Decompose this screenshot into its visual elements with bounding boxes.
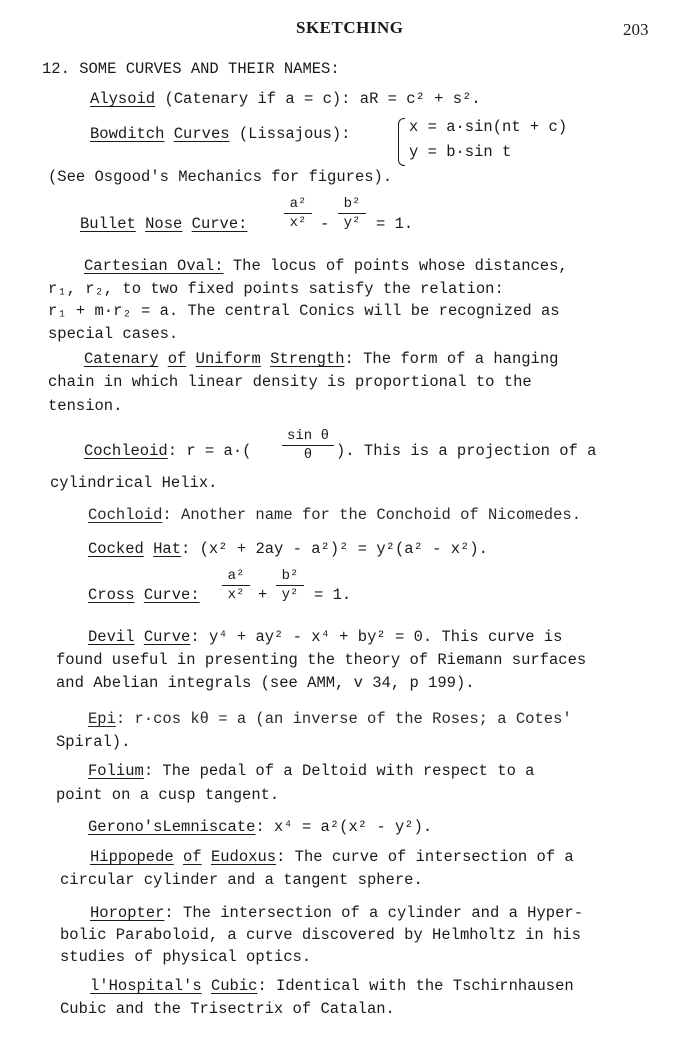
devil-line-3: and Abelian integrals (see AMM, v 34, p 199).: [56, 674, 475, 692]
bullet-fraction-2: [338, 196, 366, 231]
cochleoid-num: sin θ: [286, 428, 329, 444]
entry-cross-curve: [88, 586, 200, 604]
horopter-line-2: bolic Paraboloid, a curve discovered by Helmholtz in his: [60, 926, 581, 944]
devil-name-2: Curve: [143, 628, 191, 646]
hippopede-name-1: Hippopede: [90, 848, 174, 866]
bullet-fraction-1: [284, 196, 312, 231]
cartesian-line-2: r₁, r₂, to two fixed points satisfy the relation:: [48, 280, 504, 298]
fraction-bar: [222, 585, 250, 586]
gerono-name-1: Gerono's: [88, 818, 163, 836]
catenary-name-4: Strength: [270, 350, 345, 368]
bullet-name-1: Bullet: [80, 215, 136, 233]
cochleoid-lhs: : r = a·(: [167, 442, 252, 460]
bowditch-name-1: Bowditch: [90, 125, 165, 143]
bullet-minus: -: [320, 215, 330, 233]
cartesian-line-4: special cases.: [48, 325, 179, 343]
entry-gerono-lemniscate: [88, 818, 432, 836]
cochleoid-name: Cochleoid: [84, 442, 168, 460]
bowditch-note: (See Osgood's Mechanics for figures).: [48, 168, 393, 186]
fraction-bar: [284, 213, 312, 214]
bullet-rhs: = 1.: [376, 215, 414, 233]
fraction-bar: [276, 585, 304, 586]
cross-den-2: y²: [281, 587, 299, 603]
epi-line-1: : r·cos kθ = a (an inverse of the Roses; a Cotes': [115, 710, 572, 728]
hippopede-line-1: : The curve of intersection of a: [276, 848, 574, 866]
cross-curve-name-1: Cross: [88, 586, 135, 604]
cochloid-text: : Another name for the Conchoid of Nicomedes.: [162, 506, 581, 524]
section-title: 12. SOME CURVES AND THEIR NAMES:: [42, 60, 340, 78]
bullet-num-2: b²: [343, 196, 361, 212]
catenary-name-3: Uniform: [195, 350, 261, 368]
cartesian-name: Cartesian Oval:: [84, 257, 224, 275]
lhospital-name-2: Cubic: [210, 977, 258, 995]
horopter-line-1: : The intersection of a cylinder and a Hyper-: [164, 904, 583, 922]
entry-alysoid: [90, 90, 481, 108]
cochloid-name: Cochloid: [88, 506, 163, 524]
cross-num-2: b²: [281, 568, 299, 584]
cartesian-line-3: r₁ + m·r₂ = a. The central Conics will be recognized as: [48, 302, 560, 320]
bowditch-eq-y: y = b·sin t: [409, 143, 512, 161]
cochleoid-fraction: [282, 428, 334, 463]
fraction-bar: [338, 213, 366, 214]
alysoid-name: Alysoid: [90, 90, 156, 108]
entry-folium: [88, 762, 534, 780]
folium-line-1: : The pedal of a Deltoid with respect to a: [143, 762, 535, 780]
lhospital-name-1: l'Hospital's: [90, 977, 202, 995]
lhospital-line-2: Cubic and the Trisectrix of Catalan.: [60, 1000, 395, 1018]
entry-catenary-uniform-strength: [84, 350, 558, 368]
entry-cocked-hat: [88, 540, 488, 558]
lhospital-line-1: : Identical with the Tschirnhausen: [257, 977, 574, 995]
epi-line-2: Spiral).: [56, 733, 131, 751]
hippopede-name-2: of: [183, 848, 202, 866]
cross-fraction-2: [276, 568, 304, 603]
bowditch-name-2: Curves: [173, 125, 230, 143]
catenary-name-1: Catenary: [84, 350, 159, 368]
horopter-line-3: studies of physical optics.: [60, 948, 312, 966]
cocked-hat-name-2: Hat: [153, 540, 182, 558]
entry-cochloid: [88, 506, 581, 524]
bowditch-brace: [398, 118, 405, 166]
catenary-name-2: of: [167, 350, 187, 368]
fraction-bar: [282, 445, 334, 446]
cross-curve-name-2: Curve:: [143, 586, 200, 604]
gerono-text: : x⁴ = a²(x² - y²).: [255, 818, 433, 836]
devil-line-1: : y⁴ + ay² - x⁴ + by² = 0. This curve is: [190, 628, 563, 646]
bullet-den-2: y²: [343, 215, 361, 231]
alysoid-text: (Catenary if a = c): aR = c² + s².: [164, 90, 481, 108]
catenary-line-1: : The form of a hanging: [344, 350, 559, 368]
entry-cochleoid: [84, 442, 251, 460]
cross-num-1: a²: [227, 568, 245, 584]
cochleoid-rhs: ). This is a projection of a: [336, 442, 597, 460]
epi-name: Epi: [88, 710, 116, 728]
hippopede-name-3: Eudoxus: [210, 848, 277, 866]
bullet-num-1: a²: [289, 196, 307, 212]
entry-bowditch: [90, 125, 350, 143]
folium-name: Folium: [88, 762, 144, 780]
cocked-hat-name-1: Cocked: [88, 540, 144, 558]
cochleoid-den: θ: [303, 447, 313, 463]
cochleoid-line-2: cylindrical Helix.: [50, 474, 218, 492]
entry-cartesian-oval: [84, 257, 568, 275]
catenary-line-2: chain in which linear density is proportional to the: [48, 373, 532, 391]
bowditch-eq-x: x = a·sin(nt + c): [409, 118, 568, 136]
folium-line-2: point on a cusp tangent.: [56, 786, 280, 804]
entry-lhospital-cubic: [90, 977, 574, 995]
entry-epi: [88, 710, 572, 728]
cross-den-1: x²: [227, 587, 245, 603]
entry-devil-curve: [88, 628, 562, 646]
entry-hippopede: [90, 848, 574, 866]
cocked-hat-text: : (x² + 2ay - a²)² = y²(a² - x²).: [181, 540, 488, 558]
cross-rhs: = 1.: [314, 586, 352, 604]
running-title: SKETCHING: [296, 18, 404, 37]
cross-plus: +: [258, 586, 268, 604]
devil-line-2: found useful in presenting the theory of Riemann surfaces: [56, 651, 587, 669]
bullet-name-2: Nose: [145, 215, 183, 233]
horopter-name: Horopter: [90, 904, 165, 922]
page-number: 203: [623, 20, 649, 39]
bowditch-paren: (Lissajous):: [238, 125, 351, 143]
gerono-name-2: Lemniscate: [162, 818, 256, 836]
cartesian-line-1: The locus of points whose distances,: [232, 257, 568, 275]
hippopede-line-2: circular cylinder and a tangent sphere.: [60, 871, 423, 889]
cross-fraction-1: [222, 568, 250, 603]
entry-horopter: [90, 904, 583, 922]
bullet-name-3: Curve:: [191, 215, 248, 233]
entry-bullet-nose: [80, 215, 247, 233]
devil-name-1: Devil: [88, 628, 135, 646]
bullet-den-1: x²: [289, 215, 307, 231]
catenary-line-3: tension.: [48, 397, 123, 415]
